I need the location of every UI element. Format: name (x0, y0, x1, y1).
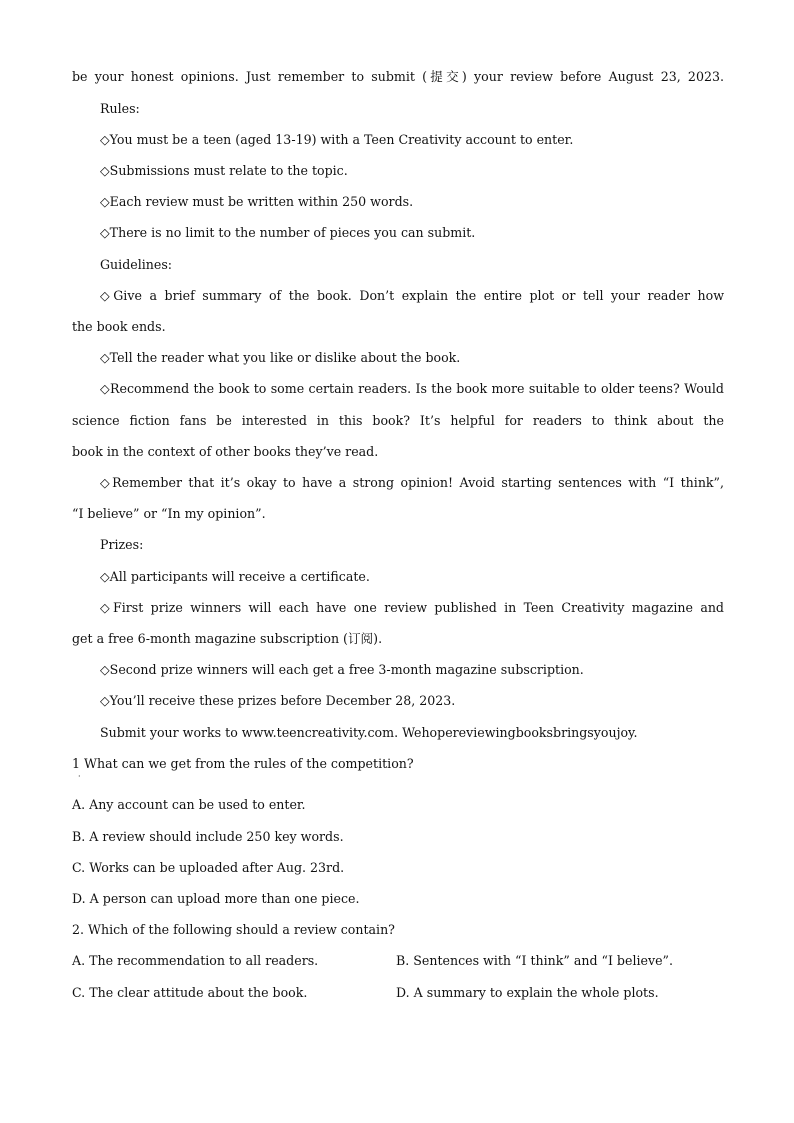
rules-heading: Rules: (100, 101, 140, 116)
guideline-text: ◇Remember that it’s okay to have a strong opinion! Avoid starting sentences with “I think”, (100, 475, 724, 490)
prizes-heading: Prizes: (100, 537, 144, 552)
guideline-text: ◇Recommend the book to some certain readers. Is the book more suitable to older teens? Would (100, 381, 724, 396)
prize-text: get a free 6-month magazine subscription (订阅). (72, 631, 383, 646)
question-1-option-a: A. Any account can be used to enter. (72, 797, 306, 812)
rule-item: ◇There is no limit to the number of pieces you can submit. (100, 225, 476, 240)
prize-text: ◇First prize winners will each have one review published in Teen Creativity magazine and (100, 600, 724, 615)
question-2-option-a: A. The recommendation to all readers. (72, 953, 319, 968)
guideline-text: “I believe” or “In my opinion”. (72, 506, 266, 521)
guideline-text: science fiction fans be interested in this book? It’s helpful for readers to think about the (72, 413, 724, 428)
question-2-stem: 2. Which of the following should a review contain? (72, 922, 395, 937)
question-1-option-d: D. A person can upload more than one piece. (72, 891, 360, 906)
question-2-option-c: C. The clear attitude about the book. (72, 985, 308, 1000)
guideline-text: ◇Tell the reader what you like or dislike about the book. (100, 350, 461, 365)
guidelines-heading: Guidelines: (100, 257, 173, 272)
rule-item: ◇Submissions must relate to the topic. (100, 163, 348, 178)
stray-mark: · (78, 772, 81, 781)
rule-item: ◇Each review must be written within 250 words. (100, 194, 414, 209)
guideline-text: ◇Give a brief summary of the book. Don’t explain the entire plot or tell your reader how (100, 288, 724, 303)
guideline-text: book in the context of other books they’ve read. (72, 444, 379, 459)
question-1-option-b: B. A review should include 250 key words. (72, 829, 344, 844)
prize-text: ◇Second prize winners will each get a free 3-month magazine subscription. (100, 662, 584, 677)
question-1-stem: 1 What can we get from the rules of the competition? (72, 756, 414, 771)
question-2-option-d: D. A summary to explain the whole plots. (396, 985, 659, 1000)
question-1-option-c: C. Works can be uploaded after Aug. 23rd. (72, 860, 345, 875)
rule-item: ◇You must be a teen (aged 13-19) with a Teen Creativity account to enter. (100, 132, 574, 147)
guideline-text: the book ends. (72, 319, 166, 334)
prize-text: ◇You’ll receive these prizes before December 28, 2023. (100, 693, 456, 708)
prize-text: ◇All participants will receive a certificate. (100, 569, 370, 584)
submit-text: Submit your works to www.teencreativity.com. Wehopereviewingbooksbringsyoujoy. (100, 725, 638, 740)
intro-end-text: be your honest opinions. Just remember to submit (提交) your review before August 23, 2023. (72, 69, 724, 84)
question-2-option-b: B. Sentences with “I think” and “I believe”. (396, 953, 673, 968)
